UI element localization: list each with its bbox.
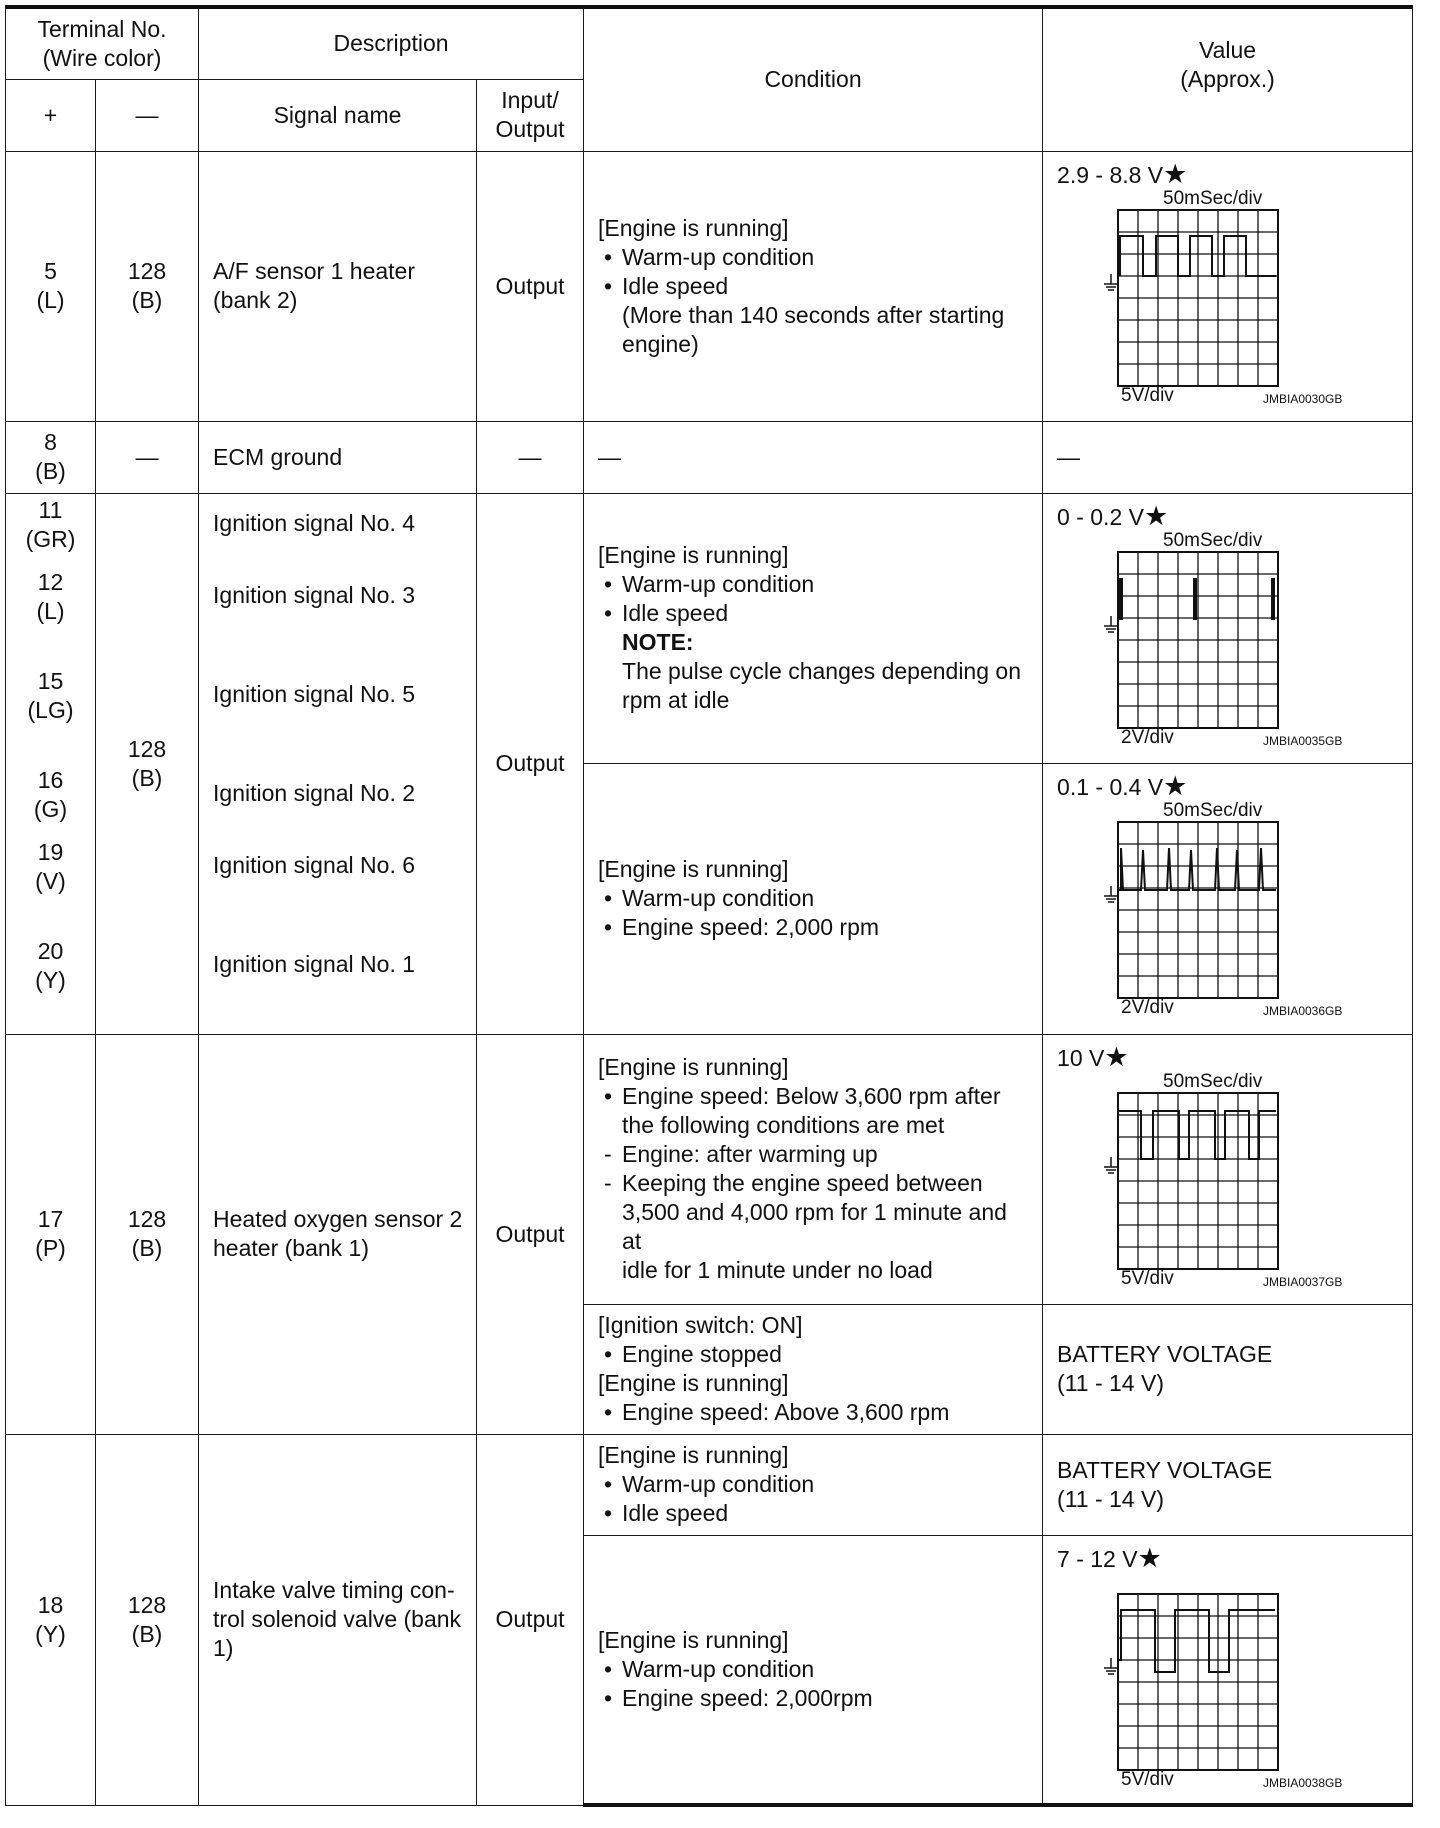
signal-line: Ignition signal No. 5	[213, 680, 416, 707]
condition-cell: —	[584, 421, 1043, 493]
value-cell	[1043, 493, 1413, 764]
terminal-number: 12	[37, 568, 64, 595]
condition-subtext: 3,500 and 4,000 rpm for 1 minute and at	[622, 1199, 1007, 1254]
ground-icon	[1104, 1157, 1118, 1173]
value-text	[1057, 502, 1412, 532]
value-cell	[1043, 764, 1413, 1035]
value-number: 7 - 12 V	[1057, 1545, 1138, 1572]
oscilloscope-waveform	[1063, 1572, 1343, 1790]
wire-color: (G)	[33, 795, 68, 822]
oscilloscope-waveform	[1063, 800, 1343, 1018]
minus-terminal	[96, 151, 199, 421]
condition-heading: [Engine is running]	[598, 1370, 789, 1396]
condition-cell	[584, 1535, 1043, 1805]
condition-heading: [Engine is running]	[598, 856, 789, 883]
signal-name	[199, 1434, 477, 1805]
terminal-11	[6, 496, 95, 554]
scope-volts: 5V/div	[1121, 1267, 1174, 1289]
terminal-number: 11	[38, 496, 63, 523]
description-label: Description	[333, 30, 449, 57]
ground-icon	[1104, 1658, 1118, 1674]
signal-name-header: Signal name	[199, 79, 477, 151]
terminal-number: 15	[37, 667, 64, 694]
value-text: BATTERY VOLTAGE	[1057, 1456, 1273, 1483]
scope-volts: 2V/div	[1121, 997, 1174, 1018]
wire-color: (B)	[131, 764, 163, 791]
value-text	[1057, 160, 1412, 190]
wire-color: (GR)	[25, 525, 76, 552]
io-cell: Output	[477, 1434, 584, 1805]
row-ignition-idle	[6, 493, 1413, 764]
value-header	[1043, 7, 1413, 151]
scope-timebase: 50mSec/div	[1163, 800, 1263, 821]
note-text: The pulse cycle changes depending on	[622, 658, 1021, 685]
condition-bullet: • Idle speed	[598, 272, 1030, 301]
condition-cell	[584, 493, 1043, 764]
terminal-spec-table	[5, 5, 1413, 1807]
value-text	[1057, 772, 1412, 802]
terminal-number: 19	[37, 838, 64, 865]
scope-grid	[1118, 822, 1278, 998]
plus-header: +	[6, 79, 96, 151]
minus-terminal	[96, 493, 199, 1034]
ground-icon	[1104, 616, 1118, 632]
condition-label: Condition	[764, 66, 862, 93]
plus-terminal	[6, 1034, 96, 1434]
condition-heading: [Ignition switch: ON]	[598, 1312, 803, 1338]
signal-line: A/F sensor 1 heater	[213, 258, 416, 284]
figure-code: JMBIA0036GB	[1263, 1004, 1343, 1018]
wire-color: (B)	[131, 1235, 163, 1261]
signal-line: (bank 2)	[213, 287, 298, 313]
value-cell	[1043, 1434, 1413, 1535]
value-range: (11 - 14 V)	[1057, 1370, 1164, 1396]
value-range: (11 - 14 V)	[1057, 1485, 1164, 1512]
wire-color: (Y)	[35, 966, 66, 993]
ground-icon	[1104, 274, 1118, 290]
condition-bullet: • Engine speed: Below 3,600 rpm after	[598, 1082, 1030, 1111]
scope-grid	[1118, 1594, 1278, 1770]
wire-color: (Y)	[35, 1620, 66, 1647]
signal-line: 1)	[213, 1635, 234, 1661]
value-cell	[1043, 1304, 1413, 1434]
condition-bullet: • Idle speed	[598, 599, 1030, 628]
scope-trace	[1119, 1610, 1275, 1672]
wire-color: (L)	[36, 287, 65, 313]
minus-terminal: —	[96, 421, 199, 493]
terminal-stack	[6, 494, 95, 1034]
value-text	[1057, 1043, 1412, 1073]
scope-trace	[1121, 578, 1273, 620]
value-cell	[1043, 1535, 1413, 1805]
star-icon: ★	[1163, 771, 1188, 801]
condition-cell	[584, 151, 1043, 421]
terminal-number: 128	[127, 258, 167, 284]
star-icon: ★	[1143, 500, 1169, 531]
terminal-number: 17	[37, 1206, 64, 1232]
io-header	[477, 79, 584, 151]
condition-bullet: • Warm-up condition	[598, 570, 1030, 599]
figure-code: JMBIA0030GB	[1263, 391, 1343, 406]
value-number: 2.9 - 8.8 V	[1057, 161, 1164, 188]
minus-terminal	[96, 1434, 199, 1805]
plus-terminal	[6, 1434, 96, 1805]
condition-bullet: • Engine speed: 2,000 rpm	[598, 913, 1030, 942]
condition-bullet: • Warm-up condition	[598, 1655, 1030, 1684]
signal-line: Ignition signal No. 4	[213, 509, 416, 536]
signal-name: ECM ground	[199, 421, 477, 493]
star-icon: ★	[1137, 1542, 1162, 1573]
scope-volts: 2V/div	[1121, 726, 1174, 748]
io-cell: —	[477, 421, 584, 493]
condition-heading: [Engine is running]	[598, 1054, 789, 1080]
approx-label: (Approx.)	[1180, 65, 1275, 92]
plus-terminal	[6, 151, 96, 421]
row-terminal-5	[6, 151, 1413, 421]
scope-grid	[1118, 552, 1278, 728]
value-number: 0 - 0.2 V	[1057, 503, 1144, 530]
condition-bullet: • Warm-up condition	[598, 243, 1030, 272]
io-cell: Output	[477, 1034, 584, 1434]
wire-color: (B)	[131, 1620, 163, 1647]
signal-stack	[213, 494, 476, 1034]
io-label-1: Input/	[501, 87, 559, 113]
header-row-1	[6, 7, 1413, 79]
value-label: Value	[1198, 36, 1257, 63]
figure-code: JMBIA0037GB	[1263, 1274, 1343, 1289]
condition-cell	[584, 1434, 1043, 1535]
io-cell: Output	[477, 493, 584, 1034]
figure-code: JMBIA0038GB	[1263, 1775, 1343, 1790]
condition-dash-item: - Keeping the engine speed between	[598, 1169, 1030, 1198]
terminal-12	[6, 568, 95, 626]
terminal-number: 20	[37, 937, 64, 964]
scope-timebase: 50mSec/div	[1163, 529, 1263, 551]
condition-heading: [Engine is running]	[598, 214, 789, 241]
scope-timebase: 50mSec/div	[1163, 1070, 1263, 1092]
note-text: rpm at idle	[622, 687, 730, 714]
condition-bullet: • Warm-up condition	[598, 1470, 1030, 1499]
terminal-no-label: Terminal No.	[37, 15, 167, 42]
wire-color: (LG)	[27, 696, 74, 723]
condition-heading: [Engine is running]	[598, 542, 789, 569]
wire-color: (B)	[35, 458, 66, 484]
oscilloscope-waveform	[1063, 1071, 1343, 1289]
condition-heading: [Engine is running]	[598, 1442, 789, 1468]
terminal-number: 128	[127, 1591, 167, 1618]
oscilloscope-waveform	[1063, 530, 1343, 748]
note-label: NOTE:	[622, 629, 694, 656]
condition-subtext: idle for 1 minute under no load	[622, 1257, 933, 1283]
plus-terminal	[6, 421, 96, 493]
condition-dash-item: - Engine: after warming up	[598, 1140, 1030, 1169]
value-number: 10 V	[1057, 1044, 1105, 1071]
star-icon: ★	[1104, 1041, 1129, 1072]
minus-terminal	[96, 1034, 199, 1434]
signal-line: Ignition signal No. 2	[213, 779, 416, 806]
ground-icon	[1104, 886, 1118, 902]
signal-line: Heated oxygen sensor 2	[213, 1206, 463, 1232]
value-cell: —	[1043, 421, 1413, 493]
figure-code: JMBIA0035GB	[1263, 733, 1343, 748]
condition-subtext: the following conditions are met	[622, 1112, 945, 1138]
terminal-19	[6, 838, 95, 896]
condition-bullet: • Engine stopped	[598, 1340, 1030, 1369]
wire-color: (L)	[36, 597, 65, 624]
signal-line: heater (bank 1)	[213, 1235, 369, 1261]
terminal-number: 18	[37, 1591, 64, 1618]
io-label-2: Output	[495, 116, 565, 142]
condition-subtext: (More than 140 seconds after starting	[622, 301, 1005, 328]
io-cell: Output	[477, 151, 584, 421]
terminal-15	[6, 667, 95, 725]
condition-subtext: engine)	[622, 330, 699, 357]
condition-bullet: • Engine speed: Above 3,600 rpm	[598, 1398, 1030, 1427]
signal-line: Ignition signal No. 1	[213, 950, 416, 977]
oscilloscope-waveform	[1063, 188, 1343, 406]
value-cell	[1043, 1034, 1413, 1304]
condition-bullet: • Idle speed	[598, 1499, 1030, 1528]
row-terminal-17-a	[6, 1034, 1413, 1304]
value-cell	[1043, 151, 1413, 421]
value-text: BATTERY VOLTAGE	[1057, 1341, 1273, 1367]
row-terminal-18-a	[6, 1434, 1413, 1535]
scope-volts: 5V/div	[1121, 1768, 1174, 1790]
scope-timebase: 50mSec/div	[1163, 187, 1263, 209]
terminal-header	[6, 7, 199, 79]
value-number: 0.1 - 0.4 V	[1057, 774, 1164, 800]
wire-color: (B)	[131, 287, 163, 313]
signal-name	[199, 151, 477, 421]
scope-volts: 5V/div	[1121, 384, 1174, 406]
row-terminal-8	[6, 421, 1413, 493]
signal-name-list	[199, 493, 477, 1034]
terminal-number: 128	[127, 735, 167, 762]
description-header	[199, 7, 584, 79]
wire-color: (V)	[35, 867, 66, 894]
signal-name	[199, 1034, 477, 1434]
signal-line: Ignition signal No. 6	[213, 851, 416, 878]
plus-terminal-list	[6, 493, 96, 1034]
condition-bullet: • Engine speed: 2,000rpm	[598, 1684, 1030, 1713]
terminal-number: 5	[44, 258, 57, 284]
terminal-20	[6, 937, 95, 995]
minus-header: —	[96, 79, 199, 151]
terminal-number: 16	[37, 766, 64, 793]
wire-color-label: (Wire color)	[42, 44, 162, 71]
star-icon: ★	[1163, 158, 1188, 189]
condition-cell	[584, 764, 1043, 1035]
terminal-16	[6, 766, 95, 824]
wire-color: (P)	[35, 1235, 66, 1261]
signal-line: trol solenoid valve (bank	[213, 1606, 462, 1632]
value-text	[1057, 1544, 1412, 1574]
condition-cell	[584, 1034, 1043, 1304]
condition-header	[584, 7, 1043, 151]
signal-line: Ignition signal No. 3	[213, 581, 416, 608]
signal-line: Intake valve timing con-	[213, 1577, 455, 1603]
condition-heading: [Engine is running]	[598, 1626, 789, 1653]
condition-bullet: • Warm-up condition	[598, 884, 1030, 913]
condition-cell	[584, 1304, 1043, 1434]
terminal-number: 8	[44, 429, 57, 455]
terminal-number: 128	[127, 1206, 167, 1232]
